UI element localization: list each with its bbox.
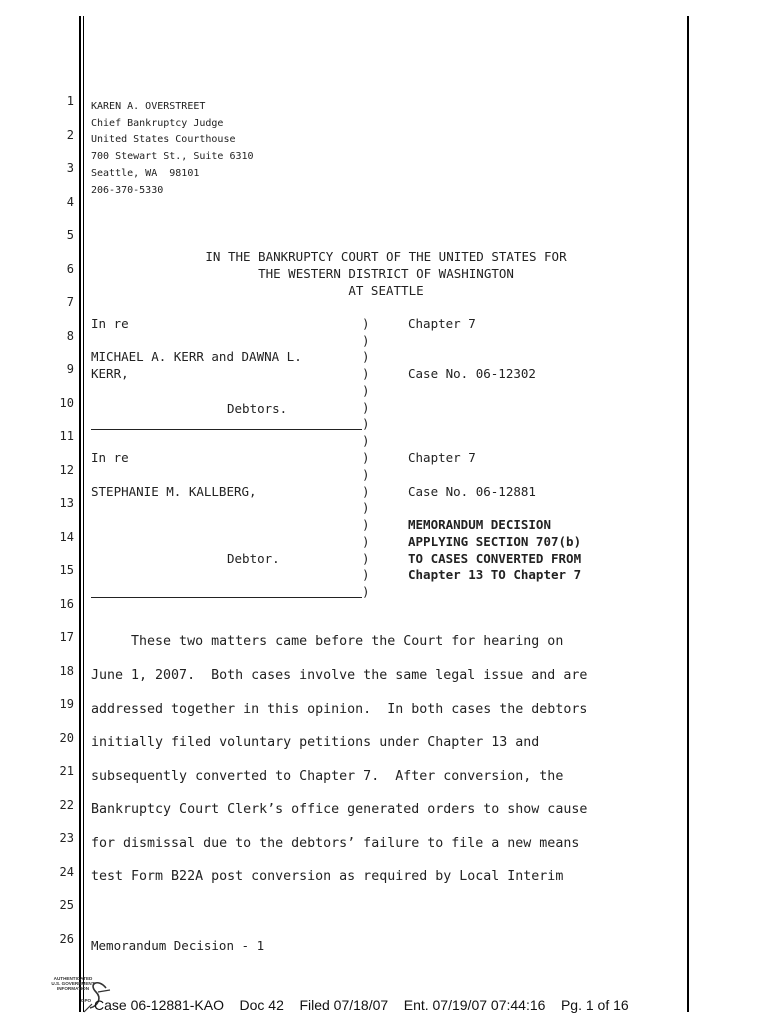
caption-paren: ) (362, 500, 370, 515)
caption-party: STEPHANIE M. KALLBERG, (91, 484, 257, 499)
line-number: 25 (59, 898, 74, 912)
line-number: 16 (59, 597, 74, 611)
judge-title: Chief Bankruptcy Judge (91, 118, 224, 129)
court-heading-line: AT SEATTLE (348, 283, 424, 298)
caption-case-number: Case No. 06-12302 (408, 366, 536, 381)
body-line: These two matters came before the Court for hearing on (91, 634, 564, 649)
line-number: 20 (59, 731, 74, 745)
caption-paren: ) (362, 366, 370, 381)
line-number: 15 (59, 563, 74, 577)
line-number: 14 (59, 530, 74, 544)
body-line: Bankruptcy Court Clerk’s office generated orders to show cause (91, 802, 588, 817)
line-number: 18 (59, 664, 74, 678)
line-number: 12 (59, 463, 74, 477)
caption-paren: ) (362, 450, 370, 465)
caption-paren: ) (362, 316, 370, 331)
line-number: 22 (59, 798, 74, 812)
judge-name: KAREN A. OVERSTREET (91, 101, 206, 112)
line-number: 3 (66, 161, 74, 175)
caption-paren: ) (362, 416, 370, 431)
caption-paren: ) (362, 349, 370, 364)
line-number: 5 (66, 228, 74, 242)
line-number: 19 (59, 697, 74, 711)
line-number: 17 (59, 630, 74, 644)
body-line: June 1, 2007. Both cases involve the same legal issue and are (91, 668, 588, 683)
caption-paren: ) (362, 467, 370, 482)
line-number: 21 (59, 764, 74, 778)
line-number: 8 (66, 329, 74, 343)
caption-underline (91, 597, 362, 598)
line-number: 4 (66, 195, 74, 209)
courthouse-street: 700 Stewart St., Suite 6310 (91, 151, 254, 162)
caption-case-number: Case No. 06-12881 (408, 484, 536, 499)
caption-debtor-role: Debtors. (227, 401, 288, 416)
caption-paren: ) (362, 534, 370, 549)
caption-paren: ) (362, 333, 370, 348)
court-heading-line: THE WESTERN DISTRICT OF WASHINGTON (258, 266, 514, 281)
caption-underline (91, 429, 362, 430)
court-heading-line: IN THE BANKRUPTCY COURT OF THE UNITED STATES FOR (205, 249, 567, 264)
line-number: 7 (66, 295, 74, 309)
seal-text: U.S. GOVERNMENT (51, 981, 95, 986)
caption-debtor-role: Debtor. (227, 551, 280, 566)
left-margin-rule (79, 16, 81, 1012)
caption-paren: ) (362, 383, 370, 398)
line-number: 6 (66, 262, 74, 276)
line-number: 1 (66, 94, 74, 108)
line-number: 26 (59, 932, 74, 946)
courthouse-name: United States Courthouse (91, 134, 236, 145)
caption-paren: ) (362, 517, 370, 532)
page-footer-label: Memorandum Decision - 1 (91, 938, 265, 953)
memorandum-title: Chapter 13 TO Chapter 7 (408, 567, 582, 582)
body-line: addressed together in this opinion. In both cases the debtors (91, 702, 588, 717)
caption-paren: ) (362, 567, 370, 582)
body-line: subsequently converted to Chapter 7. After conversion, the (91, 769, 564, 784)
seal-text: INFORMATION (56, 986, 90, 991)
line-number: 2 (66, 128, 74, 142)
body-line: for dismissal due to the debtors’ failure to file a new means (91, 836, 580, 851)
caption-paren: ) (362, 584, 370, 599)
seal-text: GPO (80, 998, 92, 1003)
line-number: 10 (59, 396, 74, 410)
body-line: initially filed voluntary petitions under Chapter 13 and (91, 735, 540, 750)
memorandum-title: MEMORANDUM DECISION (408, 517, 551, 532)
caption-in-re: In re (91, 316, 129, 331)
judge-phone: 206-370-5330 (91, 185, 164, 196)
courthouse-city: Seattle, WA 98101 (91, 168, 200, 179)
caption-party: KERR, (91, 366, 129, 381)
right-margin-rule (687, 16, 689, 1012)
left-margin-rule-inner (83, 16, 84, 1012)
line-number: 13 (59, 496, 74, 510)
caption-paren: ) (362, 551, 370, 566)
caption-paren: ) (362, 433, 370, 448)
line-number: 23 (59, 831, 74, 845)
memorandum-title: APPLYING SECTION 707(b) (408, 534, 582, 549)
caption-paren: ) (362, 400, 370, 415)
line-number: 11 (59, 429, 74, 443)
seal-text: AUTHENTICATED (53, 976, 93, 981)
caption-in-re: In re (91, 450, 129, 465)
caption-chapter: Chapter 7 (408, 316, 476, 331)
line-number: 9 (66, 362, 74, 376)
memorandum-title: TO CASES CONVERTED FROM (408, 551, 582, 566)
caption-chapter: Chapter 7 (408, 450, 476, 465)
caption-paren: ) (362, 484, 370, 499)
caption-party: MICHAEL A. KERR and DAWNA L. (91, 349, 302, 364)
line-number: 24 (59, 865, 74, 879)
body-line: test Form B22A post conversion as required by Local Interim (91, 869, 564, 884)
ecf-filing-footer: Case 06-12881-KAO Doc 42 Filed 07/18/07 Ent. 07/19/07 07:44:16 Pg. 1 of 16 (94, 997, 629, 1013)
